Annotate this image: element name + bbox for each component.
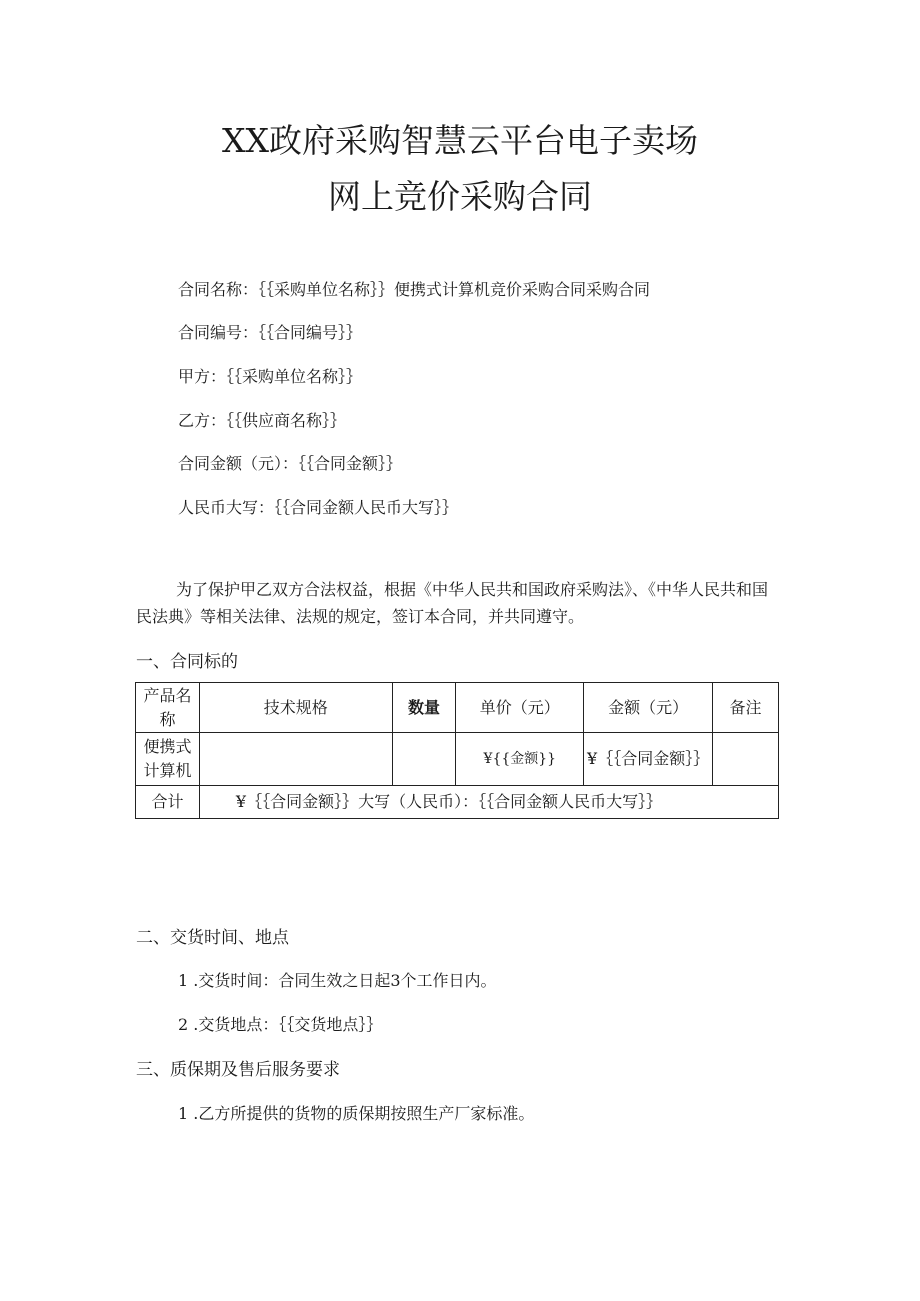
header-amount: 金额（元）: [584, 683, 713, 733]
document-title: XX政府采购智慧云平台电子卖场: [222, 121, 698, 160]
warranty-item: 1 .乙方所提供的货物的质保期按照生产厂家标准。: [178, 1104, 535, 1123]
table-header-row: [136, 683, 779, 733]
header-spec: 技术规格: [199, 683, 392, 733]
party-b-field: 乙方：｛｛供应商名称｝｝: [178, 411, 347, 430]
header-unit-price: 单价（元）: [456, 683, 584, 733]
cell-remark: [713, 733, 779, 786]
document-subtitle: 网上竞价采购合同: [328, 177, 592, 216]
section-heading-warranty: 三、质保期及售后服务要求: [136, 1060, 340, 1080]
section-heading-delivery: 二、交货时间、地点: [136, 928, 289, 948]
delivery-place-item: 2 .交货地点：｛｛交货地点｝｝: [178, 1015, 383, 1034]
cell-spec: [199, 733, 392, 786]
intro-paragraph: 为了保护甲乙双方合法权益，根据《中华人民共和国政府采购法》、《中华人民共和国民法典》等相关法律、法规的规定，签订本合同，并共同遵守。: [136, 580, 769, 626]
cell-total-label: 合计: [136, 786, 200, 819]
contract-name-field: 合同名称：｛｛采购单位名称｝｝便携式计算机竞价采购合同采购合同: [178, 280, 651, 299]
goods-table: [135, 682, 779, 819]
cell-total-value: ¥｛｛合同金额｝｝大写（人民币）：｛｛合同金额人民币大写｝｝: [199, 786, 778, 819]
contract-amount-field: 合同金额（元）：｛｛合同金额｝｝: [178, 454, 403, 473]
table-total-row: [136, 786, 779, 819]
table-row: [136, 733, 779, 786]
header-product-name: 产品名称: [136, 683, 200, 733]
header-quantity: 数量: [392, 683, 456, 733]
party-a-field: 甲方：｛｛采购单位名称｝｝: [178, 367, 363, 386]
section-heading-subject: 一、合同标的: [136, 652, 238, 672]
header-remark: 备注: [713, 683, 779, 733]
contract-number-field: 合同编号：｛｛合同编号｝｝: [178, 323, 363, 342]
cell-product-name: 便携式计算机: [136, 733, 200, 786]
amount-rmb-field: 人民币大写：｛｛合同金额人民币大写｝｝: [178, 498, 459, 517]
delivery-time-item: 1 .交货时间：合同生效之日起3个工作日内。: [178, 971, 497, 990]
cell-quantity: [392, 733, 456, 786]
cell-unit-price: ¥{{金额}}: [456, 733, 584, 786]
cell-amount: ¥｛｛合同金额｝｝: [584, 733, 713, 786]
